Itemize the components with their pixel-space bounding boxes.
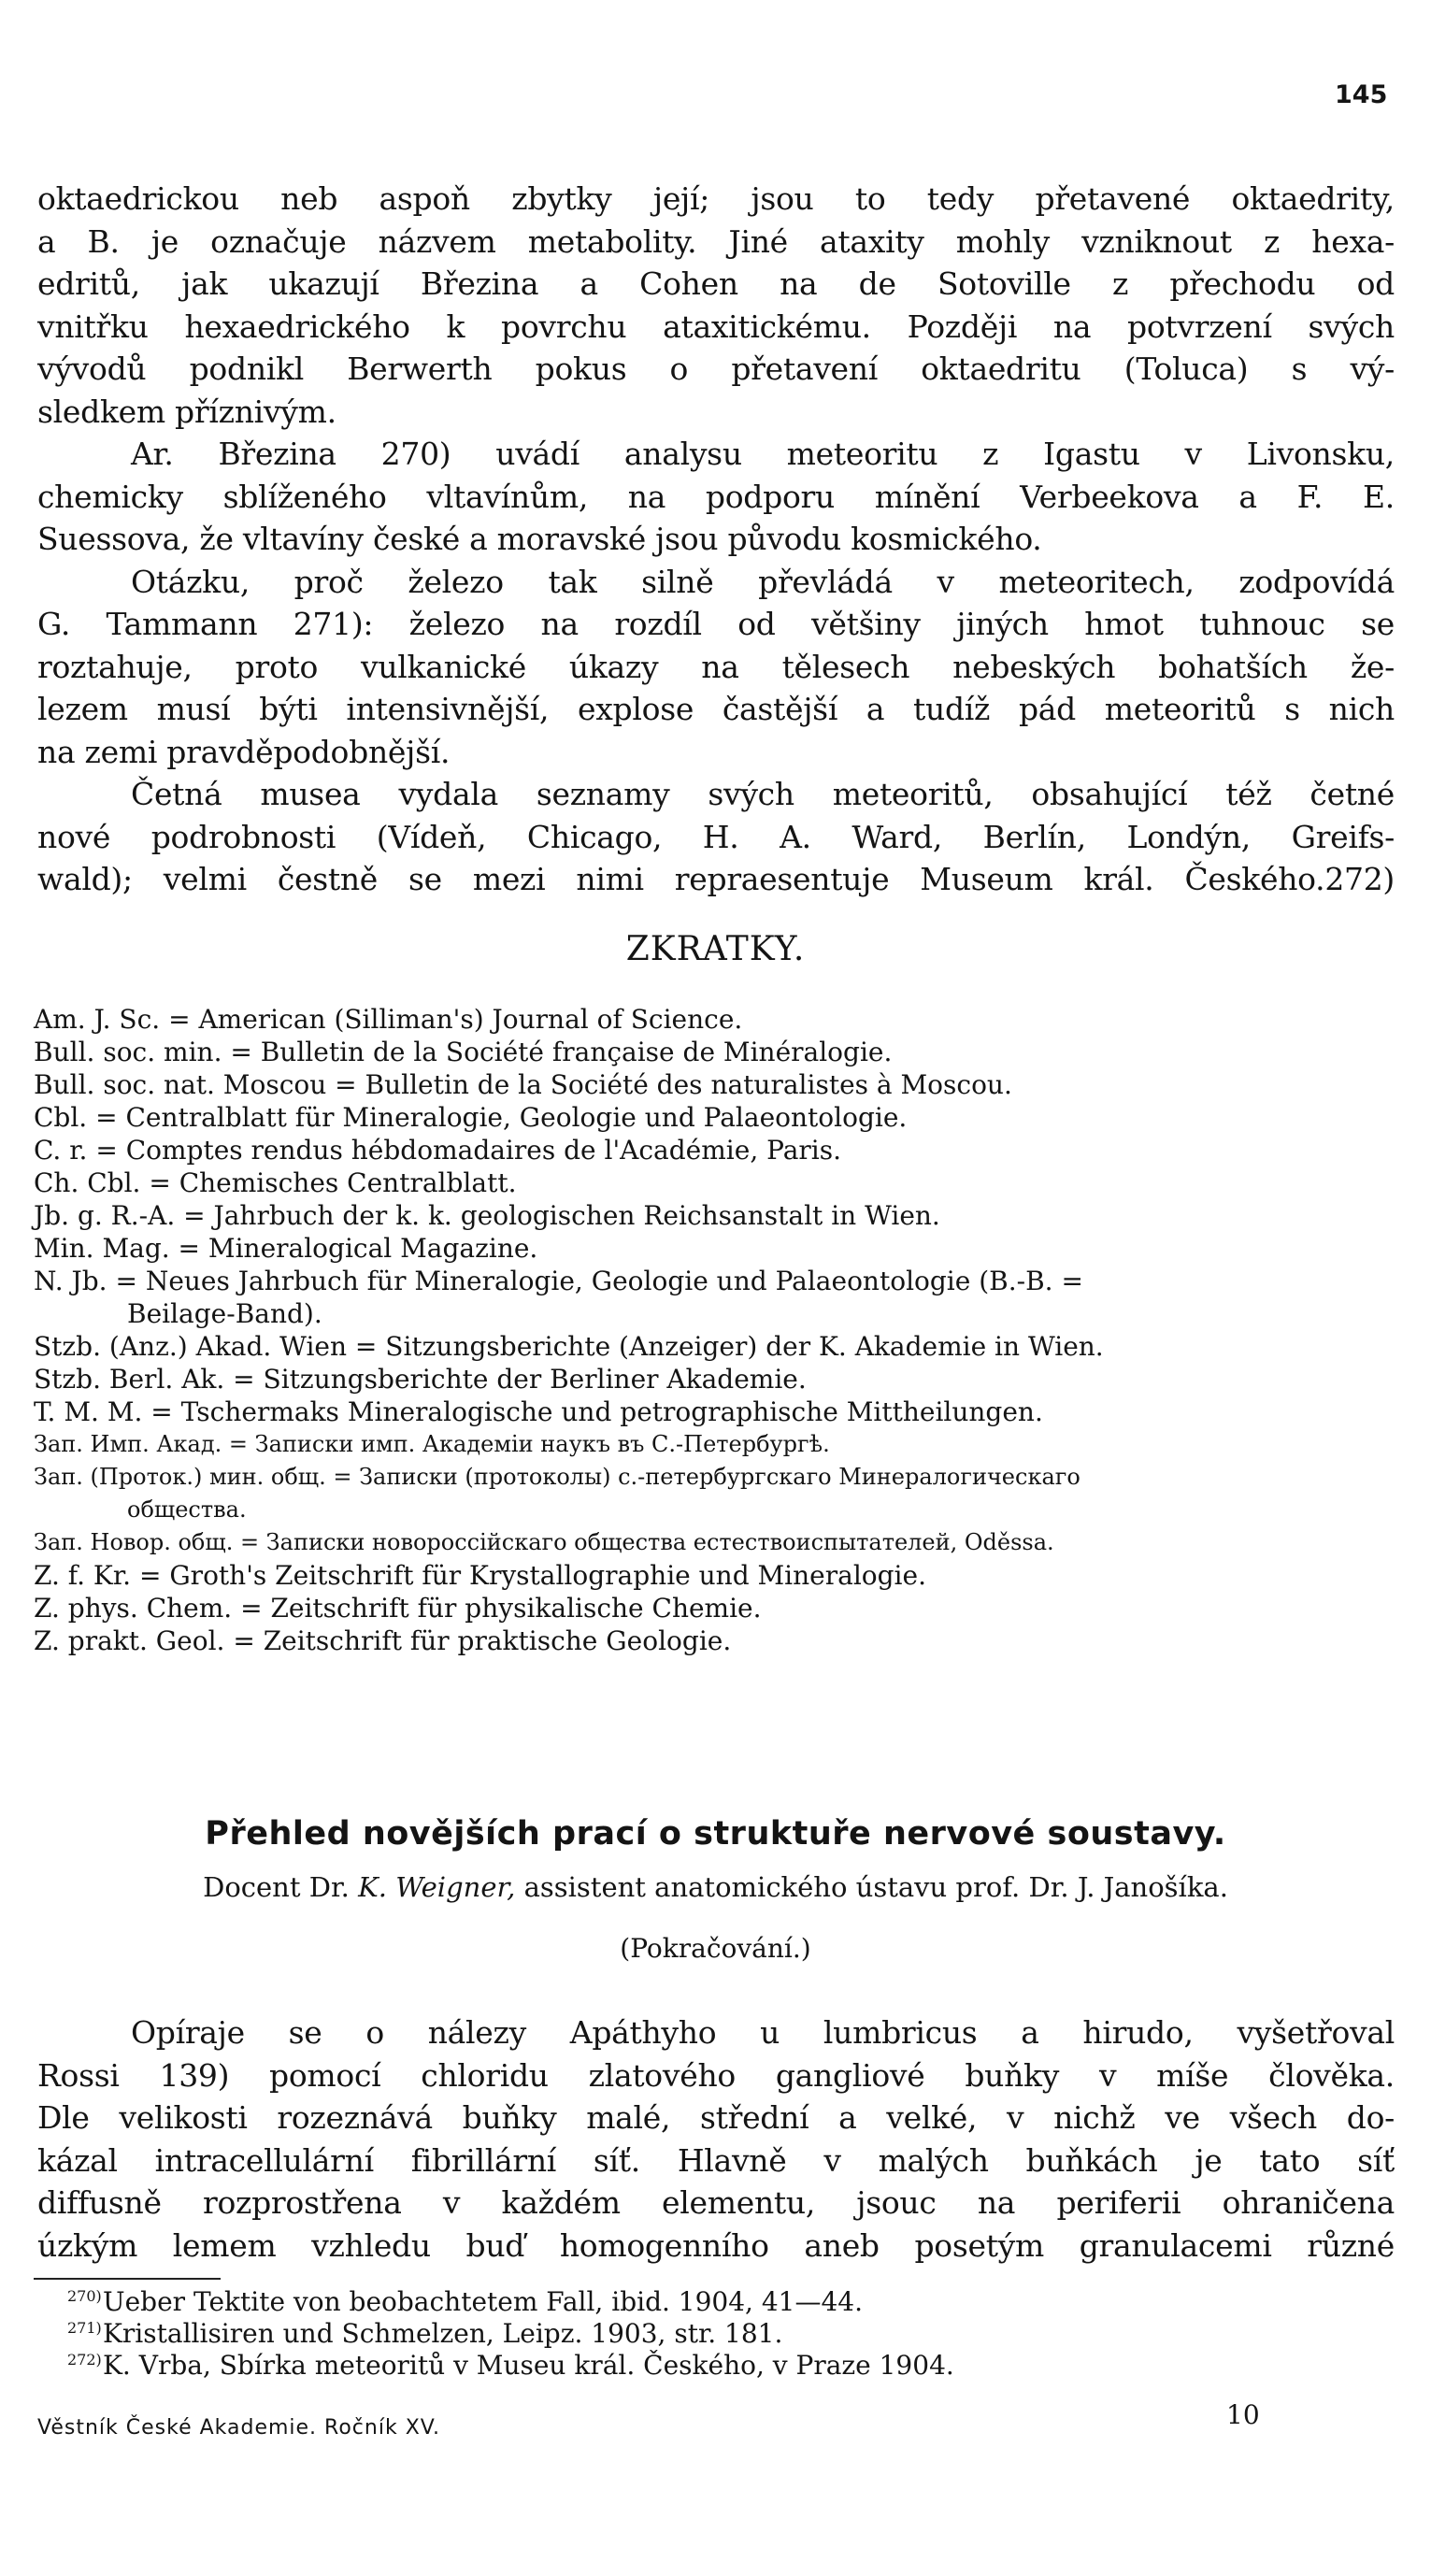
text-line: úzkým lemem vzhledu buď homogenního aneb posetým granulacemi různé xyxy=(37,2226,1395,2264)
text-line: Suessova, že vltavíny české a moravské jsou původu kosmického. xyxy=(37,521,1042,557)
author-prefix: Docent Dr. xyxy=(203,1871,350,1903)
abbreviation-item: Зап. Новор. общ. = Записки новороссійскаго общества естествоиспытателей, Oděssa. xyxy=(34,1529,1054,1555)
abbreviations-list xyxy=(34,1003,1391,1657)
sheet-number: 10 xyxy=(1226,2399,1260,2430)
footnote-number: 271) xyxy=(67,2319,102,2337)
abbreviation-item: Bull. soc. nat. Moscou = Bulletin de la Société des naturalistes à Moscou. xyxy=(34,1069,1012,1100)
abbreviation-item: Bull. soc. min. = Bulletin de la Société française de Minéralogie. xyxy=(34,1037,893,1067)
footnote-number: 272) xyxy=(67,2351,102,2368)
article-continuation: (Pokračování.) xyxy=(620,1933,811,1964)
text-line: sledkem příznivým. xyxy=(37,393,336,430)
body-text-top xyxy=(37,178,1395,901)
abbreviation-item: Min. Mag. = Mineralogical Magazine. xyxy=(34,1233,538,1264)
footnote-text: K. Vrba, Sbírka meteoritů v Museu král. Českého, v Praze 1904. xyxy=(103,2350,954,2381)
text-line: diffusně rozprostřena v každém elementu, jsouc na periferii ohraničena xyxy=(37,2184,1395,2221)
text-line: roztahuje, proto vulkanické úkazy na tělesech nebeských bohatších že- xyxy=(37,648,1395,685)
text-line: Rossi 139) pomocí chloridu zlatového gangliové buňky v míše člověka. xyxy=(37,2056,1395,2094)
abbreviation-item: N. Jb. = Neues Jahrbuch für Mineralogie, Geologie und Palaeontologie (B.-B. = xyxy=(34,1266,1083,1296)
text-line: Četná musea vydala seznamy svých meteoritů, obsahující též četné xyxy=(131,776,1395,812)
page-number: 145 xyxy=(1335,80,1388,109)
author-name: K. Weigner, xyxy=(358,1871,516,1903)
abbreviation-item: C. r. = Comptes rendus hébdomadaires de l'Académie, Paris. xyxy=(34,1135,842,1166)
text-line: vnitřku hexaedrického k povrchu ataxitickému. Později na potvrzení svých xyxy=(37,308,1395,345)
abbreviation-item: Ch. Cbl. = Chemisches Centralblatt. xyxy=(34,1167,517,1198)
abbreviation-item: Зап. (Протoк.) мин. общ. = Записки (протоколы) с.-петербургскаго Минералогическаго xyxy=(34,1464,1080,1490)
text-line: Otázku, proč železo tak silně převládá v meteoritech, zodpovídá xyxy=(131,563,1395,600)
text-line: Ar. Březina 270) uvádí analysu meteoritu z Igastu v Livonsku, xyxy=(131,436,1395,472)
text-line: lezem musí býti intensivnější, explose častější a tudíž pád meteoritů s nich xyxy=(37,691,1395,727)
text-line: na zemi pravděpodobnější. xyxy=(37,733,451,770)
abbreviation-item: Cbl. = Centralblatt für Mineralogie, Geologie und Palaeontologie. xyxy=(34,1102,908,1133)
text-line: Opíraje se o nálezy Apáthyho u lumbricus a hirudo, vyšetřoval xyxy=(131,2014,1395,2051)
abbreviation-item: Stzb. (Anz.) Akad. Wien = Sitzungsberichte (Anzeiger) der K. Akademie in Wien. xyxy=(34,1331,1104,1362)
article-title: Přehled novějších prací o struktuře nervové soustavy. xyxy=(205,1815,1226,1853)
footnotes xyxy=(67,2286,1318,2382)
text-line: vývodů podnikl Berwerth pokus o přetavení oktaedritu (Toluca) s vý- xyxy=(37,351,1395,387)
text-line: chemicky sblíženého vltavínům, na podporu mínění Verbeekova a F. E. xyxy=(37,478,1395,515)
abbreviation-item: Stzb. Berl. Ak. = Sitzungsberichte der Berliner Akademie. xyxy=(34,1364,807,1395)
footnote-text: Kristallisiren und Schmelzen, Leipz. 1903, str. 181. xyxy=(103,2318,783,2349)
text-line: wald); velmi čestně se mezi nimi repraesentuje Museum král. Českého.272) xyxy=(37,861,1395,897)
abbreviation-item: T. M. M. = Tschermaks Mineralogische und petrographische Mittheilungen. xyxy=(34,1396,1043,1427)
text-line: edritů, jak ukazují Březina a Cohen na de Sotoville z přechodu od xyxy=(37,265,1395,302)
abbreviations-heading: ZKRATKY. xyxy=(625,930,806,968)
footnote-number: 270) xyxy=(67,2287,102,2305)
author-suffix: assistent anatomického ústavu prof. Dr. J. Janošíka. xyxy=(523,1871,1228,1903)
abbreviation-item: Jb. g. R.-A. = Jahrbuch der k. k. geologischen Reichsanstalt in Wien. xyxy=(34,1200,940,1231)
abbreviation-item: Зап. Имп. Акад. = Записки имп. Академіи наукъ въ С.-Петербургѣ. xyxy=(34,1431,830,1457)
text-line: oktaedrickou neb aspoň zbytky její; jsou to tedy přetavené oktaedrity, xyxy=(37,180,1395,217)
text-line: nové podrobnosti (Vídeň, Chicago, H. A. Ward, Berlín, Londýn, Greifs- xyxy=(37,818,1395,855)
body-text-article xyxy=(37,2011,1395,2267)
footnote-text: Ueber Tektite von beobachtetem Fall, ibid. 1904, 41—44. xyxy=(103,2286,864,2317)
article-author xyxy=(0,1871,1431,1903)
text-line: a B. je označuje názvem metabolity. Jiné ataxity mohly vzniknout z hexa- xyxy=(37,222,1395,260)
footnote xyxy=(67,2286,1318,2318)
abbreviation-item: Z. prakt. Geol. = Zeitschrift für praktische Geologie. xyxy=(34,1625,732,1656)
abbreviation-item: Am. J. Sc. = American (Silliman's) Journal of Science. xyxy=(34,1004,743,1035)
text-line: Dle velikosti rozeznává buňky malé, střední a velké, v nichž ve všech do- xyxy=(37,2099,1395,2136)
footnote xyxy=(67,2318,1318,2350)
abbreviation-item: Z. f. Kr. = Groth's Zeitschrift für Krystallographie und Mineralogie. xyxy=(34,1560,926,1591)
footnote-rule xyxy=(34,2278,221,2280)
text-line: kázal intracellulární fibrillární síť. Hlavně v malých buňkách je tato síť xyxy=(37,2141,1395,2179)
journal-footer: Věstník České Akademie. Ročník XV. xyxy=(37,2416,440,2440)
text-line: G. Tammann 271): železo na rozdíl od většiny jiných hmot tuhnouc se xyxy=(37,606,1395,642)
abbreviation-item: Z. phys. Chem. = Zeitschrift für physikalische Chemie. xyxy=(34,1593,762,1624)
abbreviation-item: Beilage-Band). xyxy=(127,1298,322,1329)
footnote xyxy=(67,2350,1318,2382)
abbreviation-item: общества. xyxy=(127,1496,247,1523)
